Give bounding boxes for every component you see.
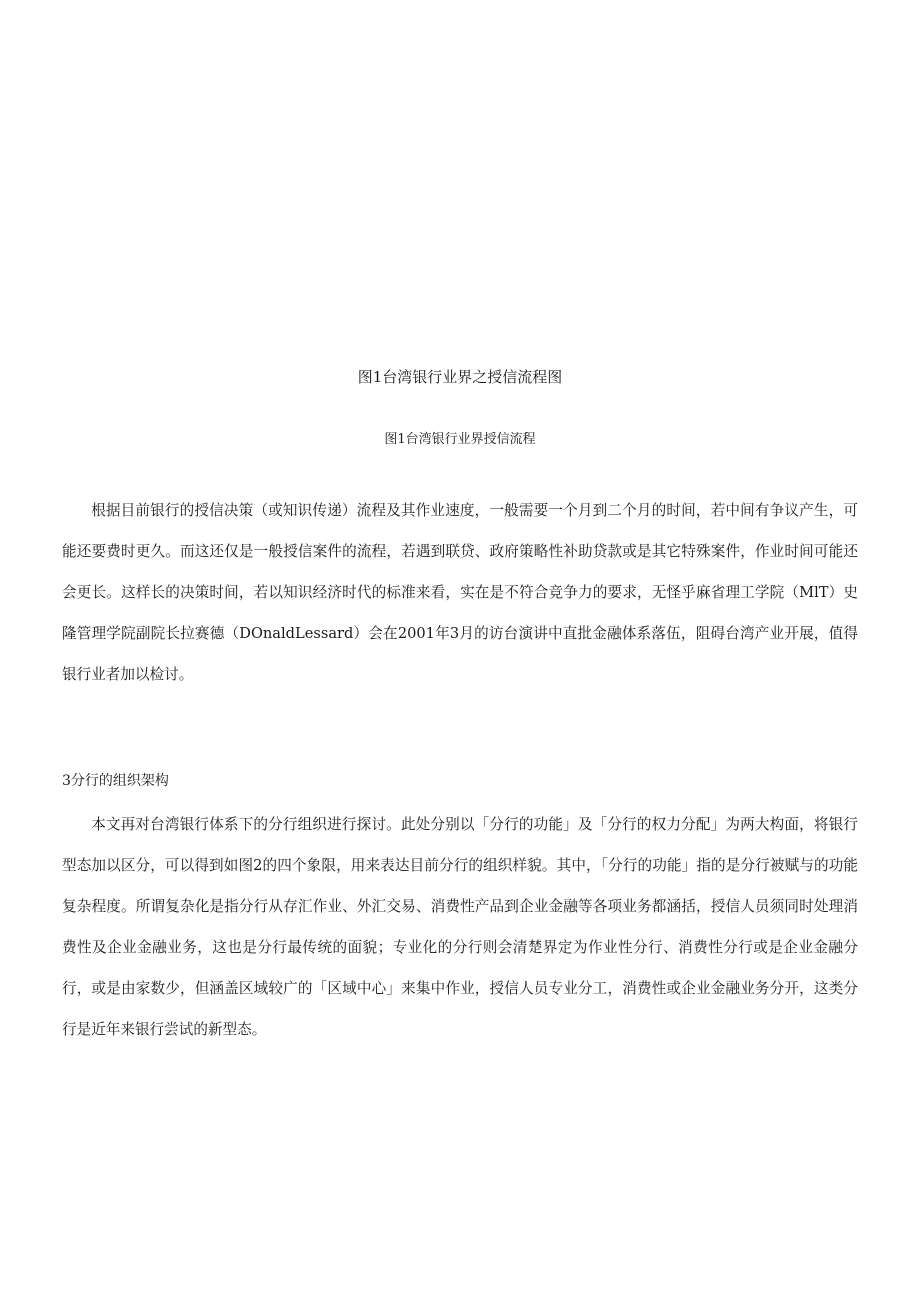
body-paragraph-credit-process: 根据目前银行的授信决策（或知识传递）流程及其作业速度，一般需要一个月到二个月的时间，若中间有争议产生，可能还要费时更久。而这还仅是一般授信案件的流程，若遇到联贷、政府策略性补助贷款或是其它特殊案件，作业时间可能还会更长。这样长的决策时间，若以知识经济时代的标准来看，实在是不符合竞争力的要求，无怪乎麻省理工学院（MlT）史隆管理学院副院长拉赛德（DOnaldLessard）会在2001年3月的访台演讲中直批金融体系落伍，阻碍台湾产业开展，值得银行业者加以检讨。 [62,502,858,683]
figure-caption-main: 图1台湾银行业界之授信流程图 [357,368,563,386]
section-heading-branch-structure: 3分行的组织架构 [62,773,169,789]
figure-caption-sub: 图1台湾银行业界授信流程 [384,432,536,447]
body-paragraph-branch-organization: 本文再对台湾银行体系下的分行组织进行探讨。此处分别以「分行的功能」及「分行的权力分配」为两大构面，将银行型态加以区分，可以得到如图2的四个象限，用来表达目前分行的组织样貌。其中，「分行的功能」指的是分行被赋与的功能复杂程度。所谓复杂化是指分行从存汇作业、外汇交易、消费性产品到企业金融等各项业务都涵括，授信人员须同时处理消费性及企业金融业务，这也是分行最传统的面貌；专业化的分行则会清楚界定为作业性分行、消费性分行或是企业金融分行，或是由家数少，但涵盖区域较广的「区域中心」来集中作业，授信人员专业分工，消费性或企业金融业务分开，这类分行是近年来银行尝试的新型态。 [62,816,858,1038]
